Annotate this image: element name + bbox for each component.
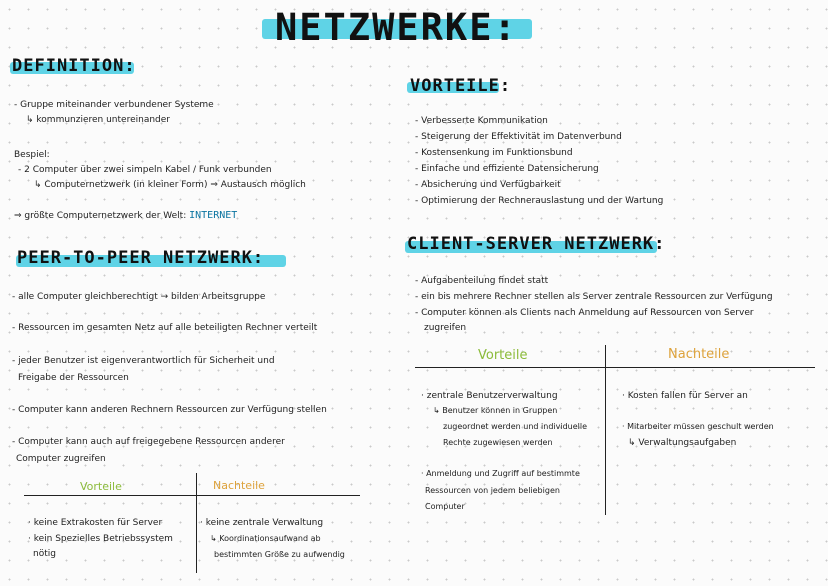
p2p-vorteile-label: Vorteile [80, 480, 122, 493]
p2p-table-hline [24, 495, 360, 496]
cs-vorteil-item: zugeordnet werden und individuelle [443, 422, 588, 431]
cs-vorteil-item: Computer [425, 502, 465, 511]
cs-vorteil-item: · Anmeldung und Zugriff auf bestimmte [421, 469, 580, 478]
definition-line-2: ↳ kommunzieren untereinander [26, 115, 170, 125]
p2p-item: - Ressourcen im gesamten Netz auf alle beteiligten Rechner verteilt [12, 323, 318, 333]
cs-vorteil-item: · zentrale Benutzerverwaltung [421, 391, 558, 401]
cs-nachteil-item: · Kosten fallen für Server an [622, 391, 748, 401]
cs-nachteil-item: ↳ Verwaltungsaufgaben [628, 438, 737, 448]
vorteile-item: - Einfache und effiziente Datensicherung [415, 164, 599, 174]
cs-item: zugreifen [424, 323, 467, 333]
p2p-nachteile-label: Nachteile [213, 479, 265, 492]
cs-nachteile-label: Nachteile [668, 347, 730, 362]
internet-prefix: ⇒ größte Computernetzwerk der Welt: [14, 211, 187, 221]
cs-vorteile-label: Vorteile [478, 348, 528, 363]
cs-vorteil-item: Rechte zugewiesen werden [443, 438, 553, 447]
p2p-item: - Computer kann anderen Rechnern Ressourcen zur Verfügung stellen [12, 405, 327, 415]
beispiel-label: Bespiel: [14, 150, 50, 160]
cs-item: - Computer können als Clients nach Anmeldung auf Ressourcen von Server [415, 308, 754, 318]
definition-heading: DEFINITION: [12, 56, 136, 76]
definition-line-1: - Gruppe miteinander verbundener Systeme [14, 100, 214, 110]
cs-table-vline [605, 345, 606, 515]
p2p-item: Computer zugreifen [16, 454, 106, 464]
p2p-nachteil-item: ↳ Koordinationsaufwand ab [210, 534, 321, 543]
p2p-nachteil-item: · keine zentrale Verwaltung [200, 518, 324, 528]
cs-item: - Aufgabenteilung findet statt [415, 276, 549, 286]
internet-line [14, 210, 237, 222]
cs-vorteil-item: ↳ Benutzer können in Gruppen [433, 406, 558, 415]
cs-nachteil-item: · Mitarbeiter müssen geschult werden [622, 422, 774, 431]
internet-value: INTERNET [189, 210, 238, 221]
vorteile-item: - Optimierung der Rechnerauslastung und der Wartung [415, 196, 664, 206]
client-server-heading: CLIENT-SERVER NETZWERK: [407, 234, 666, 254]
cs-table-hline [415, 367, 815, 368]
vorteile-item: - Kostensenkung im Funktionsbund [415, 148, 573, 158]
p2p-heading: PEER-TO-PEER NETZWERK: [17, 248, 265, 268]
p2p-nachteil-item: bestimmten Größe zu aufwendig [214, 550, 345, 559]
beispiel-line-1: - 2 Computer über zwei simpeln Kabel / Funk verbunden [18, 165, 272, 175]
cs-item: - ein bis mehrere Rechner stellen als Server zentrale Ressourcen zur Verfügung [415, 292, 773, 302]
p2p-item: - alle Computer gleichberechtigt → bilden Arbeitsgruppe [12, 292, 266, 302]
p2p-item: - Computer kann auch auf freigegebene Ressourcen anderer [12, 437, 285, 447]
p2p-vorteil-item: nötig [33, 549, 56, 559]
p2p-vorteil-item: · keine Extrakosten für Server [28, 518, 163, 528]
vorteile-item: - Verbesserte Kommunikation [415, 116, 548, 126]
p2p-item: Freigabe der Ressourcen [18, 373, 129, 383]
vorteile-item: - Absicherung und Verfügbarkeit [415, 180, 561, 190]
vorteile-item: - Steigerung der Effektivität im Datenverbund [415, 132, 622, 142]
p2p-vorteil-item: · kein Spezielles Betriebssystem [28, 534, 173, 544]
p2p-item: - jeder Benutzer ist eigenverantwortlich für Sicherheit und [12, 356, 275, 366]
page-title: NETZWERKE: [275, 6, 518, 49]
beispiel-line-2: ↳ Computernetzwerk (in kleiner Form) ⇒ Austausch möglich [34, 180, 306, 190]
vorteile-heading: VORTEILE: [410, 76, 512, 96]
cs-vorteil-item: Ressourcen von jedem beliebigen [425, 486, 560, 495]
p2p-table-vline [196, 473, 197, 573]
